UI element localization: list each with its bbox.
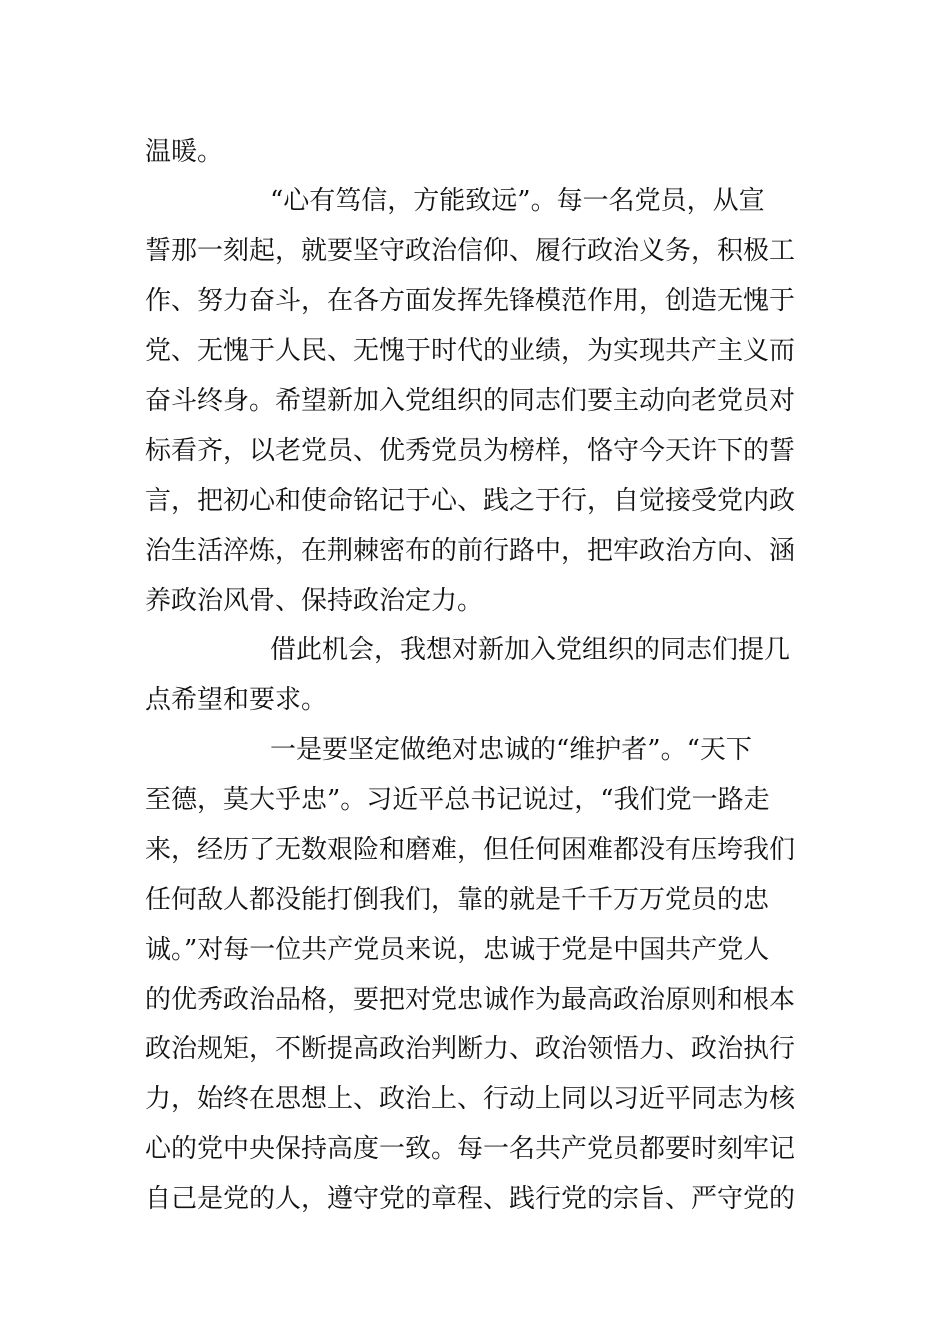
text-line: 誓那一刻起，就要坚守政治信仰、履行政治义务，积极工 <box>145 236 796 266</box>
text-line: 力，始终在思想上、政治上、行动上同以习近平同志为核 <box>145 1084 796 1114</box>
text-line: 养政治风骨、保持政治定力。 <box>145 586 484 616</box>
text-line: 的优秀政治品格，要把对党忠诚作为最高政治原则和根本 <box>145 985 796 1015</box>
text-line: 党、无愧于人民、无愧于时代的业绩，为实现共产主义而 <box>145 336 796 366</box>
text-line: 诚。”对每一位共产党员来说，忠诚于党是中国共产党人 <box>145 935 770 965</box>
text-line: 作、努力奋斗，在各方面发挥先锋模范作用，创造无愧于 <box>145 286 796 316</box>
text-line: 至德，莫大乎忠”。习近平总书记说过，“我们党一路走 <box>145 785 770 815</box>
text-line: 治生活淬炼，在荆棘密布的前行路中，把牢政治方向、涵 <box>145 536 796 566</box>
paragraph-first-line: 一是要坚定做绝对忠诚的“维护者”。“天下 <box>270 735 752 765</box>
paragraph-first-line: 借此机会，我想对新加入党组织的同志们提几 <box>270 635 791 665</box>
text-line: 任何敌人都没能打倒我们，靠的就是千千万万党员的忠 <box>145 885 770 915</box>
text-line: 标看齐，以老党员、优秀党员为榜样，恪守今天许下的誓 <box>145 436 796 466</box>
paragraph-first-line: “心有笃信，方能致远”。每一名党员，从宣 <box>270 186 765 216</box>
text-line: 温暖。 <box>145 137 224 167</box>
text-line: 政治规矩，不断提高政治判断力、政治领悟力、政治执行 <box>145 1034 796 1064</box>
text-line: 自己是党的人，遵守党的章程、践行党的宗旨、严守党的 <box>145 1184 796 1214</box>
text-line: 点希望和要求。 <box>145 685 328 715</box>
text-line: 来，经历了无数艰险和磨难，但任何困难都没有压垮我们 <box>145 835 796 865</box>
text-line: 奋斗终身。希望新加入党组织的同志们要主动向老党员对 <box>145 386 796 416</box>
text-line: 心的党中央保持高度一致。每一名共产党员都要时刻牢记 <box>145 1134 796 1164</box>
text-line: 言，把初心和使命铭记于心、践之于行，自觉接受党内政 <box>145 486 796 516</box>
